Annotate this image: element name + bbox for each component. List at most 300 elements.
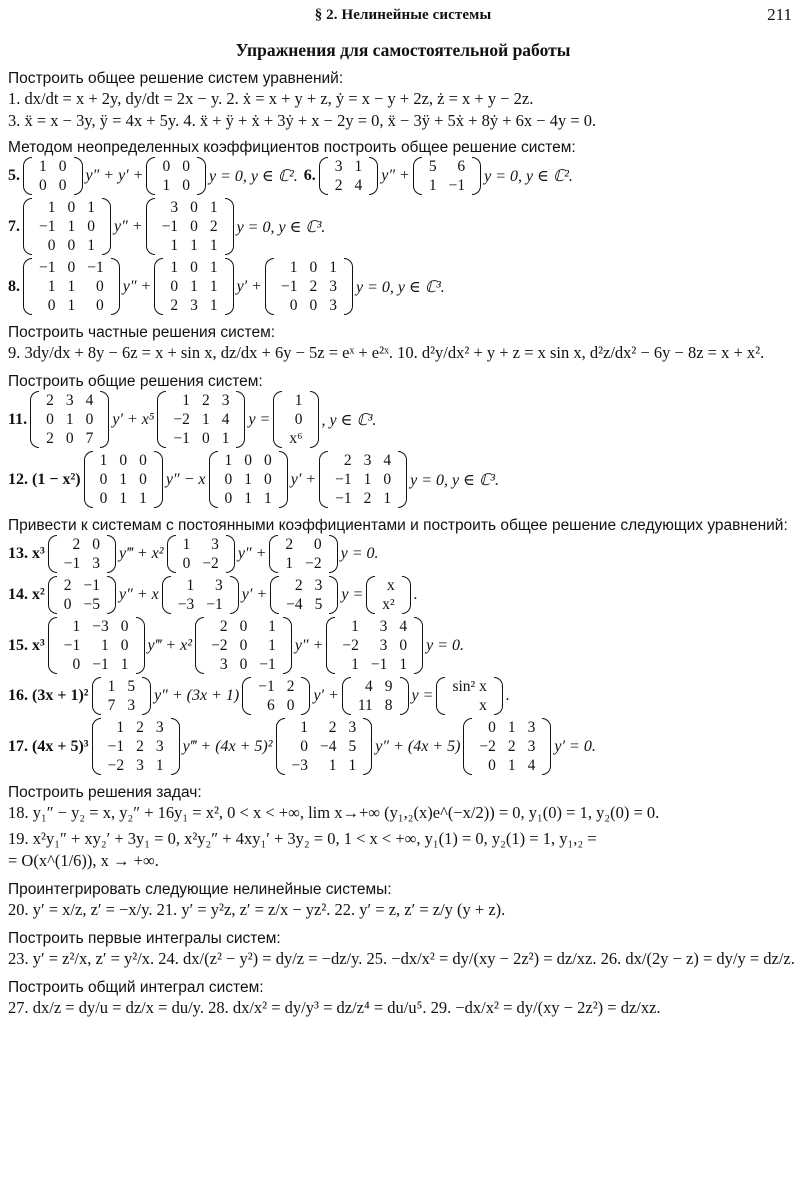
matrix-row	[423, 157, 471, 176]
exercise-14	[8, 576, 798, 614]
matrix-cell: 2	[63, 577, 72, 594]
equation-text: y‴ + x²	[119, 545, 164, 562]
matrix-row	[279, 554, 327, 573]
matrix-cell: 0	[46, 411, 54, 428]
matrix-row	[94, 470, 153, 489]
matrix-cell: 1	[107, 678, 116, 695]
exercise-number: 7.	[8, 217, 20, 235]
matrix-row	[156, 217, 224, 236]
exercise-19: 19. x²y₁″ + xy₂′ + 3y₁ = 0, x²y₂″ + 4xy₁′ + 3y₂ = 0, 1 < x < +∞, y₁(1) = 0, y₂(1) = 1, y₁,₂ =	[8, 829, 597, 848]
exercise-9-10: 9. 3dy/dx + 8y − 6z = x + sin x, dz/dx + 6y − 5z = eˣ + e²ˣ. 10. d²y/dx² + y + z = x sin x, d²z/dx² − 6y − 8z = x + x².	[8, 343, 765, 362]
matrix-body	[446, 677, 492, 715]
matrix-row	[329, 176, 369, 195]
matrix-body	[172, 576, 229, 614]
matrix-cell: x⁶	[289, 430, 303, 447]
matrix-cell: 1	[351, 656, 359, 673]
exercise-1-2: 1. dx/dt = x + 2y, dy/dt = 2x − y. 2. ẋ = x + y + z, ẏ = x − y + 2z, ż = x + y − 2z.	[8, 89, 534, 108]
exercise-12	[8, 451, 798, 508]
page-title: Упражнения для самостоятельной работы	[235, 40, 571, 60]
matrix-body	[279, 535, 327, 573]
matrix-cell: 0	[488, 757, 496, 774]
matrix-row	[205, 655, 282, 674]
matrix-cell: 0	[139, 471, 147, 488]
matrix-row	[33, 236, 101, 255]
matrix-row	[336, 655, 413, 674]
right-paren	[279, 451, 288, 508]
matrix-body	[219, 451, 278, 508]
equation-text: y″ − x	[165, 470, 206, 488]
left-paren	[342, 677, 351, 715]
matrix-cell: 3	[221, 392, 230, 409]
matrix-cell: 0	[239, 618, 248, 635]
matrix-cell: 3	[170, 199, 179, 216]
matrix-cell: 2	[343, 452, 352, 469]
matrix-row	[94, 489, 153, 508]
matrix-cell: 1	[155, 757, 164, 774]
instruction-5: Привести к системам с постоянными коэффициентами и построить общее решение следующих уравнений:	[8, 517, 788, 534]
left-paren	[48, 617, 57, 674]
instruction-6: Построить решения задач:	[8, 784, 202, 801]
matrix-cell: 1	[221, 430, 230, 447]
matrix-cell: −1	[63, 637, 81, 654]
matrix-cell: 5	[348, 738, 357, 755]
matrix-cell: 1	[119, 471, 128, 488]
matrix-body	[102, 718, 170, 775]
exercise-17	[8, 718, 798, 775]
matrix-cell: 0	[96, 297, 104, 314]
instruction-8: Построить первые интегралы систем:	[8, 930, 281, 947]
left-paren	[23, 258, 32, 315]
matrix-cell: 1	[65, 411, 74, 428]
matrix-cell: 0	[190, 259, 198, 276]
matrix	[48, 617, 145, 674]
matrix-cell: 4	[354, 177, 363, 194]
matrix-cell: 4	[365, 678, 373, 695]
matrix-cell: 3	[211, 536, 219, 553]
matrix-row	[164, 296, 223, 315]
exercise-7	[8, 198, 798, 255]
matrix-cell: 1	[99, 452, 108, 469]
matrix-row	[33, 296, 110, 315]
matrix-row	[219, 489, 278, 508]
matrix-body	[167, 391, 235, 448]
matrix-cell: 0	[182, 555, 191, 572]
matrix-cell: 3	[127, 697, 136, 714]
matrix-cell: 0	[67, 259, 76, 276]
matrix-cell: 1	[72, 618, 81, 635]
exercise-number: 16. (3x + 1)²	[8, 687, 89, 704]
matrix	[146, 157, 206, 195]
matrix-row	[177, 554, 225, 573]
matrix-row	[58, 595, 106, 614]
matrix-row	[219, 451, 278, 470]
exercise-number: 5.	[8, 167, 20, 184]
matrix-cell: 2	[294, 577, 303, 594]
matrix-row	[167, 391, 235, 410]
matrix-cell: 2	[334, 177, 343, 194]
matrix-cell: −3	[291, 757, 309, 774]
matrix-cell: 0	[92, 536, 101, 553]
instruction-4: Построить общие решения систем:	[8, 373, 263, 390]
matrix-cell: 1	[201, 411, 210, 428]
exercise-3-4: 3. ẍ = x − 3y, ÿ = 4x + 5y. 4. ẍ + ÿ + ẋ + 3ẏ + x − 2y = 0, ẍ − 3ÿ + 5ẋ + 8ẏ + 6x − 4y = 0.	[8, 111, 597, 130]
matrix-cell: sin² x	[452, 678, 487, 695]
matrix-cell: 1	[186, 577, 195, 594]
matrix-row	[205, 617, 282, 636]
equation-text: y″ + x	[119, 586, 159, 603]
matrix-cell: 7	[107, 697, 116, 714]
matrix-row	[40, 391, 99, 410]
matrix	[92, 677, 152, 715]
matrix-body	[423, 157, 471, 195]
matrix-cell: 1	[182, 536, 191, 553]
exercise-number: 17. (4x + 5)³	[8, 737, 89, 755]
equation-text: .	[505, 687, 510, 704]
matrix-row	[473, 718, 541, 737]
left-paren	[195, 617, 204, 674]
left-paren	[92, 677, 101, 715]
right-paren	[310, 391, 319, 448]
equation-text: y‴ + x²	[147, 636, 193, 654]
matrix	[269, 535, 337, 573]
matrix-cell: 1	[428, 177, 437, 194]
matrix-cell: 1	[300, 719, 309, 736]
exercise-18: 18. y₁″ − y₂ = x, y₂″ + 16y₁ = x², 0 < x < +∞, lim x→+∞ (y₁,₂(x)e^(−x/2)) = 0, y₁(0) = 1, y₂(0) = 0.	[8, 803, 660, 822]
exercise-27-29: 27. dx/z = dy/u = dz/x = du/y. 28. dx/x² = dy/y³ = dz/z⁴ = du/u⁵. 29. −dx/x² = dy/(xy − 2z²) = dz/xz.	[8, 998, 661, 1017]
matrix-row	[40, 410, 99, 429]
matrix-cell: 2	[136, 719, 144, 736]
left-paren	[48, 576, 57, 614]
matrix	[276, 718, 373, 775]
matrix-cell: 0	[313, 536, 322, 553]
matrix-cell: 1	[268, 618, 276, 635]
right-paren	[154, 451, 163, 508]
right-paren	[100, 391, 109, 448]
matrix-cell: 1	[351, 618, 359, 635]
matrix	[366, 576, 410, 614]
matrix-cell: 2	[136, 738, 144, 755]
equation-text: y″ +	[114, 217, 143, 235]
matrix-cell: 1	[139, 490, 147, 507]
right-paren	[136, 617, 145, 674]
matrix-body	[33, 258, 110, 315]
matrix	[48, 535, 116, 573]
right-paren	[494, 677, 503, 715]
matrix-cell: 1	[507, 757, 516, 774]
equation-text: y′ +	[313, 687, 339, 704]
matrix-row	[286, 737, 363, 756]
matrix	[48, 576, 116, 614]
matrix-cell: −2	[202, 555, 219, 572]
matrix-cell: 0	[264, 471, 272, 488]
matrix	[209, 451, 288, 508]
matrix-cell: 1	[209, 259, 218, 276]
exercise-8	[8, 258, 798, 315]
matrix	[270, 576, 338, 614]
matrix-row	[329, 470, 397, 489]
matrix-row	[33, 198, 101, 217]
matrix-row	[172, 576, 229, 595]
matrix-cell: 1	[116, 719, 125, 736]
matrix-cell: −1	[92, 656, 109, 673]
matrix-cell: 1	[328, 757, 337, 774]
right-paren	[542, 718, 551, 775]
matrix-body	[329, 451, 397, 508]
matrix-cell: 1	[47, 199, 56, 216]
matrix-cell: 2	[201, 392, 210, 409]
matrix-cell: 0	[47, 237, 56, 254]
matrix-cell: −2	[479, 738, 496, 755]
left-paren	[84, 451, 93, 508]
left-paren	[366, 576, 375, 614]
matrix-cell: 0	[85, 411, 94, 428]
page-number: 211	[767, 5, 792, 24]
equation-text: y =	[341, 586, 364, 603]
matrix-row	[252, 677, 300, 696]
matrix-cell: 1	[170, 237, 179, 254]
matrix-body	[177, 535, 225, 573]
matrix-cell: 1	[383, 490, 392, 507]
exercise-13	[8, 535, 798, 573]
equation-text: y =	[411, 687, 434, 704]
right-paren	[329, 576, 338, 614]
matrix-cell: 0	[286, 697, 295, 714]
matrix-cell: 9	[384, 678, 393, 695]
matrix-cell: 3	[219, 656, 228, 673]
matrix-body	[58, 576, 106, 614]
matrix	[23, 157, 83, 195]
equation-text: .	[413, 586, 418, 603]
matrix-body	[286, 718, 363, 775]
left-paren	[92, 718, 101, 775]
matrix-row	[164, 277, 223, 296]
matrix-row	[156, 157, 196, 176]
matrix-cell: 1	[67, 297, 76, 314]
matrix-row	[156, 198, 224, 217]
section-title: § 2. Нелинейные системы	[314, 7, 492, 23]
instruction-2: Методом неопределенных коэффициентов построить общее решение систем:	[8, 139, 576, 156]
matrix-cell: −1	[448, 177, 466, 194]
matrix-body	[58, 617, 135, 674]
matrix-cell: −1	[206, 596, 223, 613]
equation-text: y″ +	[294, 636, 324, 654]
matrix	[463, 718, 551, 775]
equation-text: y =	[248, 410, 271, 428]
matrix-row	[352, 677, 399, 696]
matrix-cell: 7	[85, 430, 94, 447]
matrix-cell: 6	[457, 158, 466, 175]
matrix-row	[329, 489, 397, 508]
matrix-cell: 3	[348, 719, 357, 736]
left-paren	[157, 391, 166, 448]
matrix-cell: 1	[209, 237, 218, 254]
right-paren	[226, 535, 235, 573]
matrix-cell: −1	[280, 278, 298, 295]
right-paren	[171, 718, 180, 775]
matrix-row	[286, 756, 363, 775]
matrix-row	[33, 277, 110, 296]
equation-text: y′ +	[241, 586, 268, 603]
exercise-number: 8.	[8, 277, 20, 295]
matrix-cell: x	[479, 697, 487, 714]
matrix-body	[352, 677, 399, 715]
matrix-cell: −3	[177, 596, 195, 613]
matrix-cell: −3	[92, 618, 109, 635]
matrix	[154, 258, 233, 315]
left-paren	[273, 391, 282, 448]
matrix-row	[102, 718, 170, 737]
matrix-cell: 3	[65, 392, 74, 409]
right-paren	[142, 677, 151, 715]
matrix-cell: 1	[87, 199, 95, 216]
matrix-cell: 0	[63, 596, 72, 613]
exercise-number: 14. x²	[8, 586, 45, 603]
matrix-cell: −1	[39, 259, 56, 276]
matrix-body	[376, 576, 400, 614]
right-paren	[414, 617, 423, 674]
matrix-cell: 1	[354, 158, 363, 175]
matrix-cell: 2	[72, 536, 81, 553]
matrix-body	[329, 157, 369, 195]
matrix-cell: 0	[239, 656, 248, 673]
right-paren	[301, 677, 310, 715]
matrix-cell: 0	[72, 656, 81, 673]
matrix-cell: 3	[334, 158, 343, 175]
equation-text: y = 0, y ∈ ℂ².	[208, 168, 298, 185]
matrix-row	[280, 576, 328, 595]
matrix-cell: 1	[289, 259, 298, 276]
matrix-cell: 3	[329, 278, 337, 295]
exercise-15	[8, 617, 798, 674]
matrix-row	[275, 277, 343, 296]
matrix-cell: 1	[224, 452, 233, 469]
matrix-row	[329, 451, 397, 470]
matrix-cell: 0	[201, 430, 210, 447]
matrix-cell: 3	[329, 297, 337, 314]
matrix-cell: −1	[335, 471, 352, 488]
matrix-cell: 1	[329, 259, 337, 276]
right-paren	[230, 576, 239, 614]
matrix-cell: −2	[173, 411, 190, 428]
right-paren	[369, 157, 378, 195]
matrix-row	[177, 535, 225, 554]
right-paren	[329, 535, 338, 573]
matrix-cell: 0	[244, 452, 252, 469]
equation-text: y″ +	[122, 277, 152, 295]
matrix-cell: 0	[264, 452, 272, 469]
matrix	[23, 198, 111, 255]
matrix-body	[280, 576, 328, 614]
matrix-body	[33, 198, 101, 255]
matrix-body	[336, 617, 413, 674]
matrix-cell: −1	[173, 430, 190, 447]
matrix-cell: 1	[244, 490, 252, 507]
matrix-cell: 1	[101, 637, 109, 654]
matrix	[273, 391, 318, 448]
equation-text: , y ∈ ℂ³.	[321, 411, 377, 429]
matrix-cell: 1	[209, 278, 218, 295]
right-paren	[400, 677, 409, 715]
matrix-cell: −1	[335, 490, 352, 507]
right-paren	[236, 391, 245, 448]
matrix-row	[40, 429, 99, 448]
matrix-cell: −1	[259, 656, 276, 673]
matrix-cell: 0	[139, 452, 147, 469]
matrix-cell: 0	[239, 637, 248, 654]
matrix-cell: −1	[258, 678, 275, 695]
matrix-cell: −2	[107, 757, 125, 774]
right-paren	[197, 157, 206, 195]
matrix-row	[58, 636, 135, 655]
matrix-cell: 0	[224, 471, 233, 488]
matrix-row	[205, 636, 282, 655]
matrix	[195, 617, 292, 674]
equation-text: y″ + (4x + 5)	[375, 737, 461, 755]
matrix-cell: 6	[266, 697, 275, 714]
exercise-number: 11.	[8, 410, 28, 428]
matrix-row	[33, 217, 101, 236]
matrix-cell: 0	[300, 738, 309, 755]
matrix-cell: 1	[190, 278, 198, 295]
matrix-row	[156, 236, 224, 255]
matrix-cell: 2	[170, 297, 179, 314]
matrix-body	[58, 535, 106, 573]
matrix-cell: 3	[136, 757, 144, 774]
matrix-body	[40, 391, 99, 448]
matrix-cell: 1	[182, 392, 190, 409]
matrix-cell: 5	[127, 678, 136, 695]
left-paren	[209, 451, 218, 508]
matrix-cell: 1	[119, 490, 128, 507]
matrix-row	[473, 737, 541, 756]
left-paren	[162, 576, 171, 614]
matrix-cell: 3	[379, 618, 388, 635]
matrix-row	[376, 595, 400, 614]
matrix-cell: −1	[107, 738, 125, 755]
equation-text: y′ +	[290, 470, 317, 488]
matrix-cell: 11	[357, 697, 373, 714]
matrix-cell: 2	[46, 392, 54, 409]
matrix-cell: 0	[58, 177, 67, 194]
matrix-row	[283, 410, 308, 429]
matrix	[162, 576, 239, 614]
matrix	[84, 451, 163, 508]
matrix-row	[473, 756, 541, 775]
matrix-cell: 2	[219, 618, 228, 635]
matrix-cell: 0	[399, 637, 408, 654]
matrix	[30, 391, 109, 448]
matrix-row	[279, 535, 327, 554]
matrix-row	[156, 176, 196, 195]
matrix-row	[219, 470, 278, 489]
matrix-cell: 2	[363, 490, 372, 507]
left-paren	[23, 198, 32, 255]
matrix-cell: 1	[209, 297, 218, 314]
equation-text: y′ + x⁵	[112, 410, 155, 428]
matrix-cell: 0	[190, 199, 198, 216]
matrix-cell: 4	[527, 757, 536, 774]
left-paren	[463, 718, 472, 775]
matrix-row	[94, 451, 153, 470]
matrix-cell: 1	[190, 237, 198, 254]
matrix-row	[102, 696, 142, 715]
left-paren	[270, 576, 279, 614]
matrix-cell: 1	[87, 237, 95, 254]
matrix-cell: −1	[161, 218, 179, 235]
matrix-cell: −4	[286, 596, 303, 613]
matrix-row	[102, 677, 142, 696]
matrix-cell: 3	[527, 719, 536, 736]
